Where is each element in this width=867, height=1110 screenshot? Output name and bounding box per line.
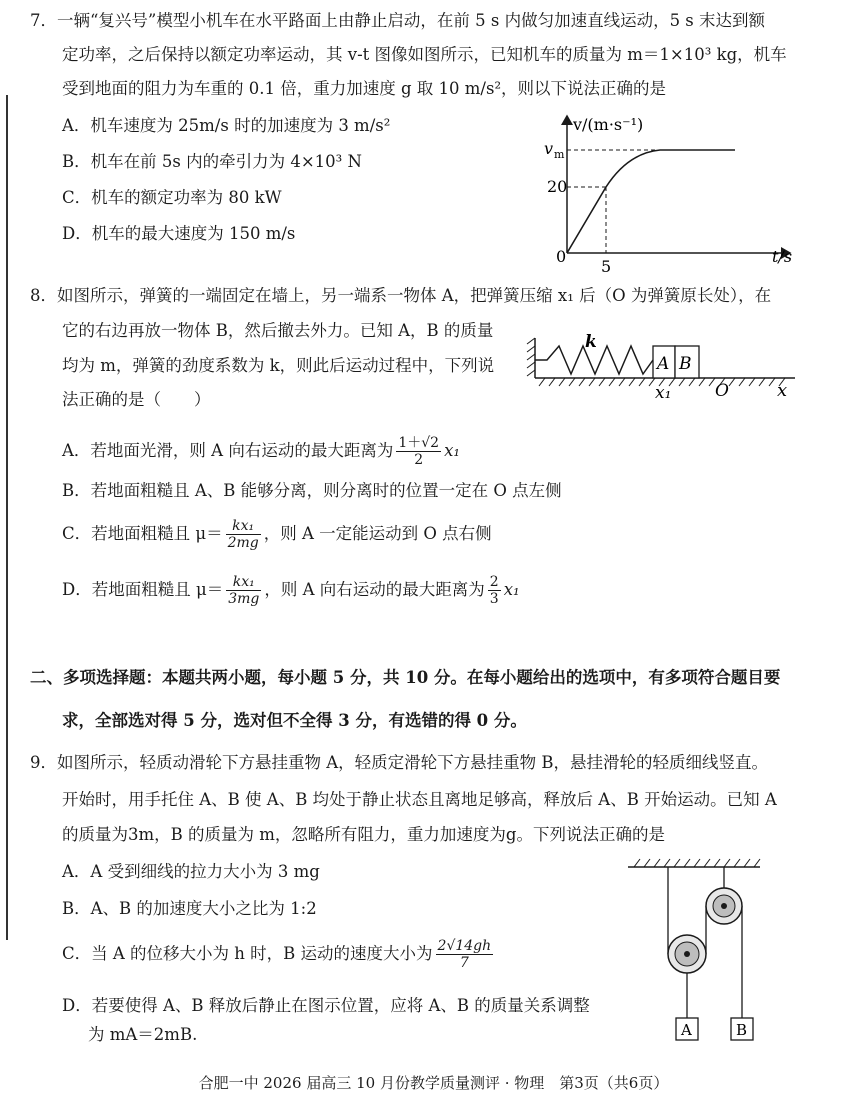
q9-movable-pulley bbox=[668, 935, 706, 973]
q8-o-label: O bbox=[715, 381, 729, 401]
q8-line2: 它的右边再放一物体 B，然后撤去外力。已知 A，B 的质量 bbox=[62, 321, 494, 340]
q9-fixed-pulley bbox=[706, 888, 742, 924]
q8-k-label: k bbox=[585, 332, 597, 352]
q8-option-c: C．若地面粗糙且 μ＝ $\frac{\text{kx₁}}{2mg}$ ，则 A 一定能运动到 O 点右侧 bbox=[62, 518, 492, 551]
q8-x-label: x bbox=[777, 380, 788, 401]
q7-vt-graph bbox=[530, 110, 830, 282]
q7-option-d: D．机车的最大速度为 150 m/s bbox=[62, 224, 296, 243]
q8-option-b: B．若地面粗糙且 A、B 能够分离，则分离时的位置一定在 O 点左侧 bbox=[62, 481, 562, 500]
q9-option-b: B．A、B 的加速度大小之比为 1:2 bbox=[62, 899, 317, 918]
q7-graph-vm-sub: m bbox=[554, 148, 565, 161]
q8-block-b-label: B bbox=[679, 354, 692, 374]
q7-line1: 7．一辆“复兴号”模型小机车在水平路面上由静止启动，在前 5 s 内做匀加速直线运动，5 s 末达到额 bbox=[30, 11, 766, 30]
q9-option-c: C．当 A 的位移大小为 h 时，B 运动的速度大小为 $\frac{2√14gh}{7}$ bbox=[62, 938, 492, 971]
q9-option-a: A．A 受到细线的拉力大小为 3 mg bbox=[62, 862, 320, 881]
q9-block-b-label: B bbox=[736, 1021, 748, 1039]
q9-line2: 开始时，用手托住 A、B 使 A、B 均处于静止状态且离地足够高，释放后 A、B 开始运动。已知 A bbox=[62, 790, 777, 809]
q8-block-a-label: A bbox=[657, 354, 670, 374]
q8-line4: 法正确的是（ ） bbox=[62, 390, 211, 409]
q9-pulley-figure bbox=[620, 852, 770, 1047]
q7-option-c: C．机车的额定功率为 80 kW bbox=[62, 188, 282, 207]
q9-line3: 的质量为3m，B 的质量为 m，忽略所有阻力，重力加速度为g。下列说法正确的是 bbox=[62, 825, 665, 844]
q8-option-d: D．若地面粗糙且 μ＝ $\frac{\text{kx₁}}{3mg}$ ，则 A 向右运动的最大距离为 $\frac{2}{3}$ x₁ bbox=[62, 574, 520, 607]
q7-graph-ylabel: v/(m·s⁻¹) bbox=[573, 115, 644, 134]
q7-graph-vm-label: v bbox=[544, 139, 554, 158]
q7-option-a: A．机车速度为 25m/s 时的加速度为 3 m/s² bbox=[62, 116, 391, 135]
q8-line3: 均为 m，弹簧的劲度系数为 k，则此后运动过程中，下列说 bbox=[62, 356, 495, 375]
q8-option-a: A．若地面光滑，则 A 向右运动的最大距离为 $\frac{1+√2}{2}$ x₁ bbox=[62, 435, 460, 468]
q7-line3: 受到地面的阻力为车重的 0.1 倍，重力加速度 g 取 10 m/s²，则以下说法正确的是 bbox=[62, 79, 667, 98]
page-footer: 合肥一中 2026 届高三 10 月份教学质量测评 · 物理 第3页（共6页） bbox=[198, 1074, 669, 1092]
q9-option-d-line2: 为 mA＝2mB. bbox=[88, 1025, 198, 1044]
q7-graph-curve bbox=[567, 150, 735, 253]
binding-margin-line bbox=[6, 95, 8, 940]
q7-graph-origin: 0 bbox=[556, 247, 567, 266]
q8-line1: 8．如图所示，弹簧的一端固定在墙上，另一端系一物体 A，把弹簧压缩 x₁ 后（O 为弹簧原长处），在 bbox=[30, 286, 772, 305]
q7-graph-5-label: 5 bbox=[601, 257, 612, 276]
q7-graph-20-label: 20 bbox=[547, 177, 568, 196]
q8-spring-figure bbox=[525, 330, 825, 410]
q7-graph-xlabel: t/s bbox=[772, 247, 793, 266]
q7-option-b: B．机车在前 5s 内的牵引力为 4×10³ N bbox=[62, 152, 362, 171]
q7-line2: 定功率，之后保持以额定功率运动，其 v-t 图像如图所示，已知机车的质量为 m＝1×10³ kg，机车 bbox=[62, 45, 787, 64]
section2-heading-line1: 二、多项选择题：本题共两小题，每小题 5 分，共 10 分。在每小题给出的选项中，有多项符合题目要 bbox=[30, 668, 781, 687]
q9-option-d-line1: D．若要使得 A、B 释放后静止在图示位置，应将 A、B 的质量关系调整 bbox=[62, 996, 590, 1015]
q9-block-a-label: A bbox=[681, 1021, 692, 1039]
section2-heading-line2: 求，全部选对得 5 分，选对但不全得 3 分，有选错的得 0 分。 bbox=[62, 711, 527, 730]
q9-line1: 9．如图所示，轻质动滑轮下方悬挂重物 A，轻质定滑轮下方悬挂重物 B，悬挂滑轮的轻质细线竖直。 bbox=[30, 753, 769, 772]
q8-x1-label: x₁ bbox=[655, 383, 672, 403]
